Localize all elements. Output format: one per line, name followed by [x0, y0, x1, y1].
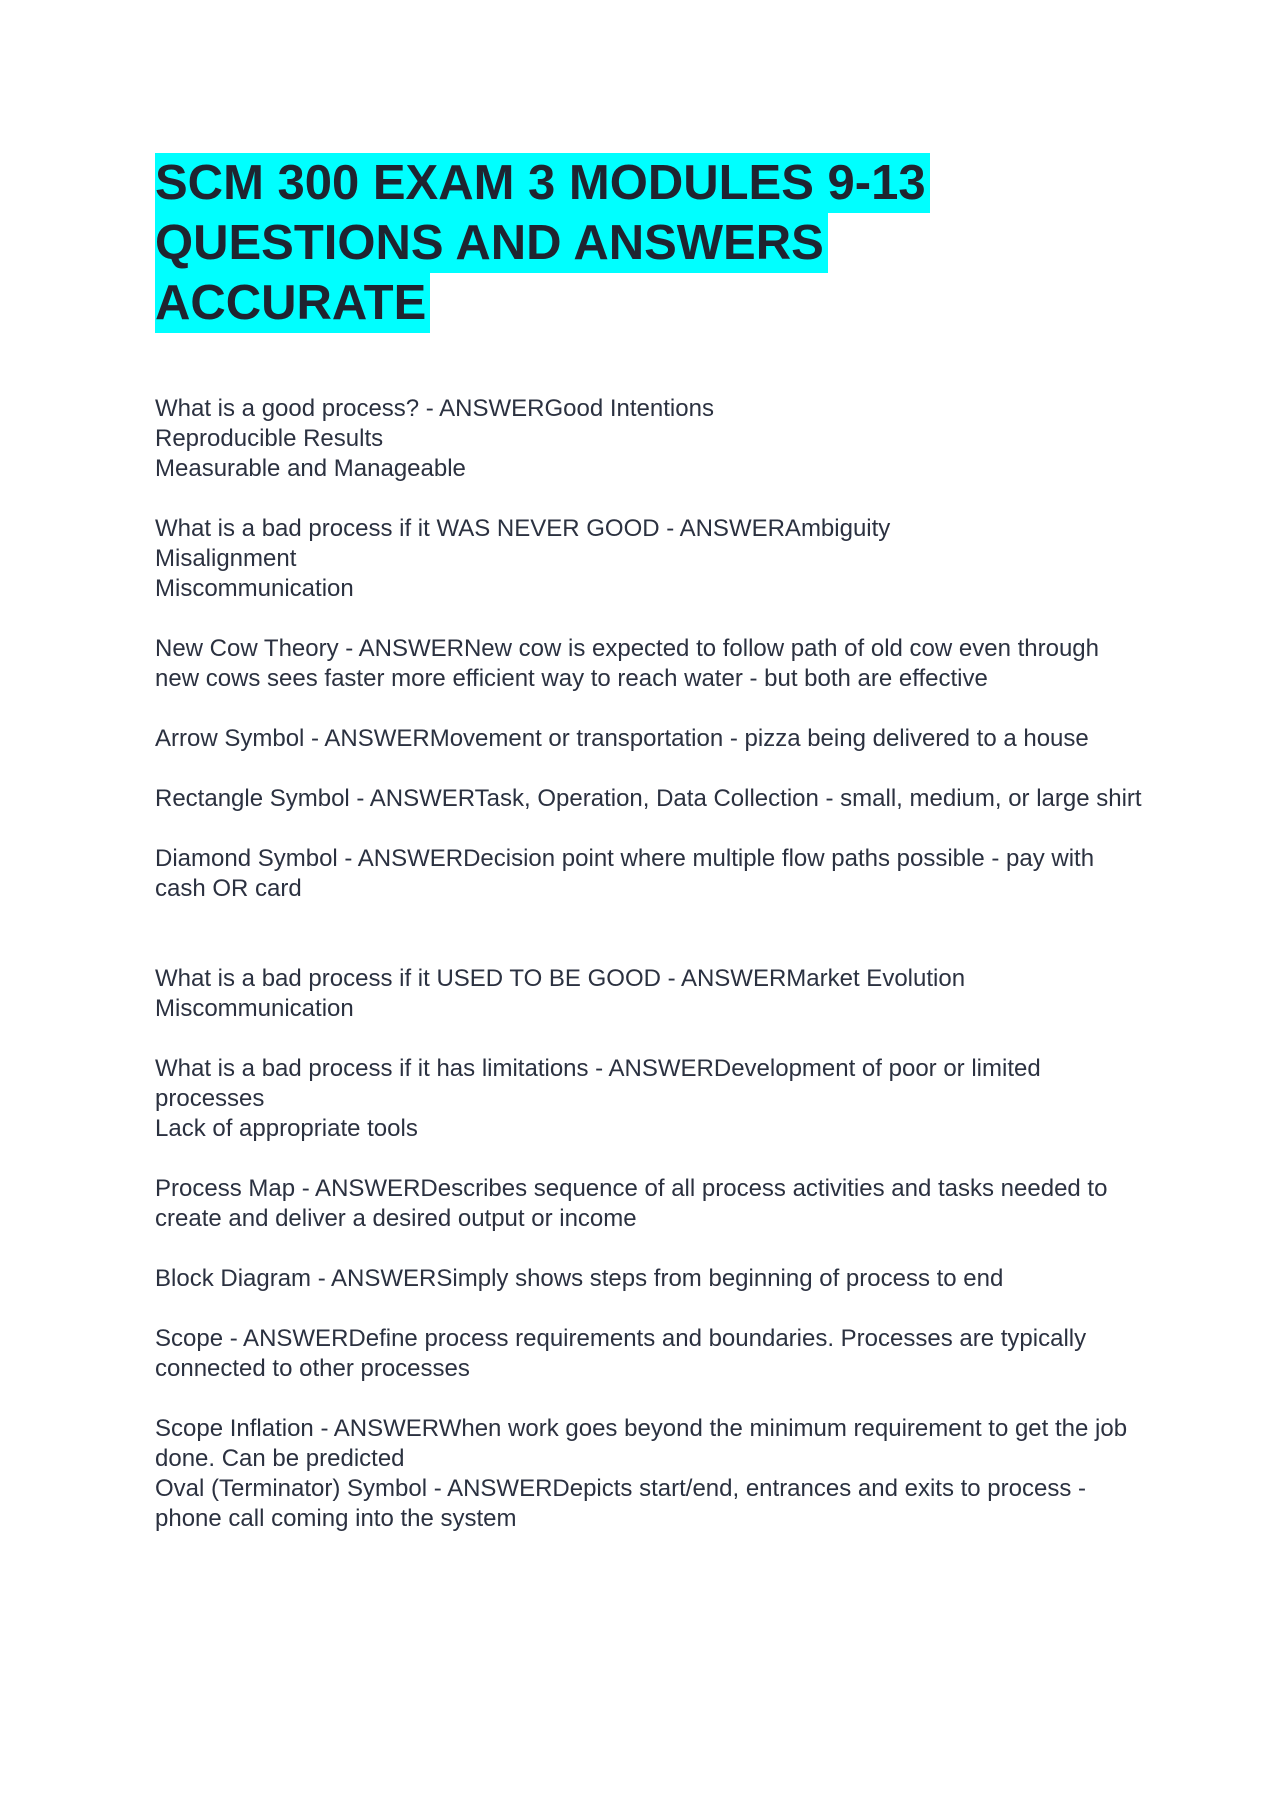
qa-bad-process-used-to-be-good: [155, 964, 1145, 1024]
title-line-2: QUESTIONS AND ANSWERS: [155, 213, 828, 273]
qa-line: Lack of appropriate tools: [155, 1115, 418, 1142]
qa-oval-symbol: [155, 1474, 1145, 1534]
qa-line: Misalignment: [155, 545, 297, 572]
qa-good-process: [155, 394, 1145, 484]
qa-line: Measurable and Manageable: [155, 455, 466, 482]
qa-block-diagram: [155, 1264, 1145, 1294]
qa-line: Arrow Symbol - ANSWERMovement or transportation - pizza being delivered to a house: [155, 725, 1089, 752]
qa-line: Miscommunication: [155, 995, 354, 1022]
qa-new-cow-theory: [155, 634, 1145, 694]
qa-line: What is a bad process if it USED TO BE GOOD - ANSWERMarket Evolution: [155, 965, 966, 992]
qa-list: [155, 394, 1145, 1534]
document-title: [155, 153, 1145, 333]
qa-line: Process Map - ANSWERDescribes sequence of all process activities and tasks needed to create and deliver a desired output or income: [155, 1175, 1108, 1232]
qa-line: Reproducible Results: [155, 425, 384, 452]
qa-scope-inflation: [155, 1414, 1145, 1474]
qa-line: What is a bad process if it has limitations - ANSWERDevelopment of poor or limited processes: [155, 1055, 1041, 1112]
qa-line: New Cow Theory - ANSWERNew cow is expected to follow path of old cow even through new cows sees faster more efficient way to reach water - but both are effective: [155, 635, 1099, 692]
qa-scope: [155, 1324, 1145, 1384]
qa-line: Scope Inflation - ANSWERWhen work goes beyond the minimum requirement to get the job done. Can be predicted: [155, 1415, 1128, 1472]
title-line-3: ACCURATE: [155, 273, 430, 333]
qa-arrow-symbol: [155, 724, 1145, 754]
qa-process-map: [155, 1174, 1145, 1234]
qa-line: Miscommunication: [155, 575, 354, 602]
qa-line: Block Diagram - ANSWERSimply shows steps from beginning of process to end: [155, 1265, 1004, 1292]
qa-line: Diamond Symbol - ANSWERDecision point where multiple flow paths possible - pay with cash OR card: [155, 845, 1095, 902]
qa-line: Rectangle Symbol - ANSWERTask, Operation, Data Collection - small, medium, or large shirt: [155, 785, 1142, 812]
document-page: [155, 153, 1145, 1564]
qa-bad-process-never-good: [155, 514, 1145, 604]
qa-diamond-symbol: [155, 844, 1145, 904]
qa-line: What is a good process? - ANSWERGood Intentions: [155, 395, 714, 422]
qa-bad-process-limitations: [155, 1054, 1145, 1144]
qa-line: What is a bad process if it WAS NEVER GOOD - ANSWERAmbiguity: [155, 515, 891, 542]
qa-line: Oval (Terminator) Symbol - ANSWERDepicts start/end, entrances and exits to process - phone call coming into the system: [155, 1475, 1086, 1532]
qa-line: Scope - ANSWERDefine process requirements and boundaries. Processes are typically connected to other processes: [155, 1325, 1087, 1382]
qa-rectangle-symbol: [155, 784, 1145, 814]
title-line-1: SCM 300 EXAM 3 MODULES 9-13: [155, 153, 930, 213]
